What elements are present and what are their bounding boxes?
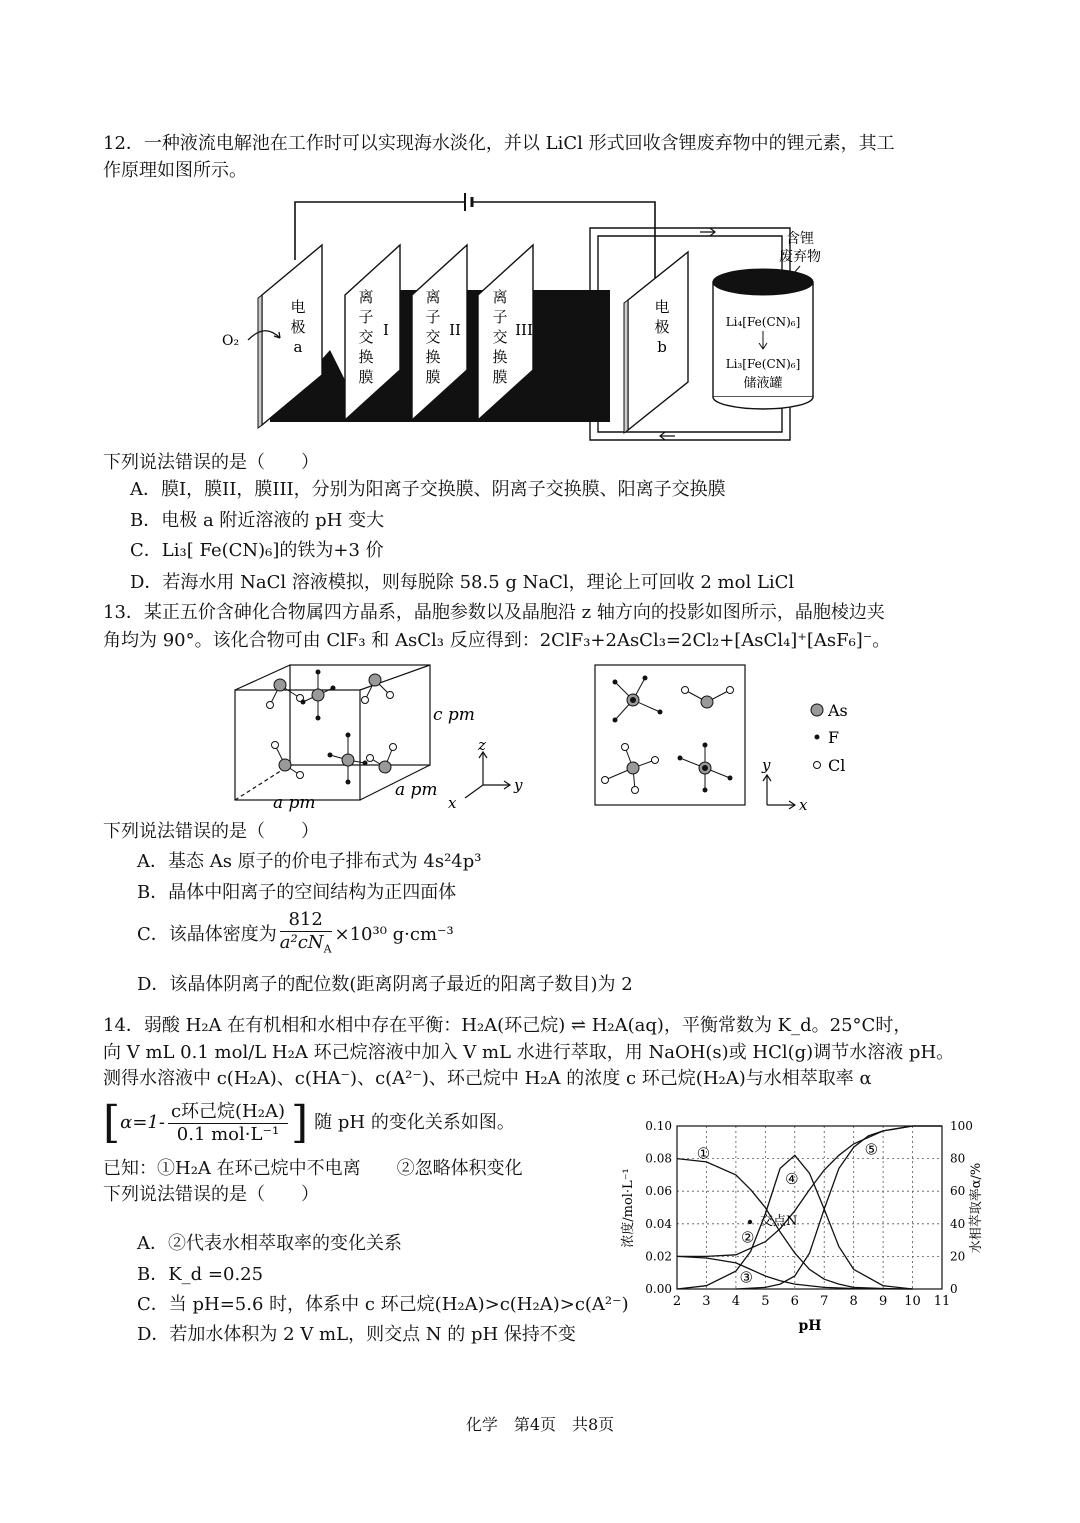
- chart-grid: [677, 1126, 942, 1289]
- chart-xlabel: pH: [798, 1318, 822, 1334]
- x-tick-label: 7: [820, 1294, 829, 1309]
- y-tick-label: 0.00: [645, 1282, 672, 1296]
- tank-bottom-formula: Li₃[Fe(CN)₆]: [725, 357, 801, 371]
- q13-option-c: [137, 910, 454, 960]
- q12-option-b: B．电极 a 附近溶液的 pH 变大: [130, 510, 385, 531]
- alpha-denominator: 0.1 mol·L⁻¹: [176, 1123, 280, 1145]
- q12-stem-line1: 12．一种液流电解池在工作时可以实现海水淡化，并以 LiCl 形式回收含锂废弃物中的锂元素，其工: [103, 133, 895, 154]
- membrane2-ch3: 交: [425, 328, 441, 346]
- q14-option-a: A．②代表水相萃取率的变化关系: [137, 1233, 402, 1254]
- alpha-suffix: 随 pH 的变化关系如图。: [314, 1112, 515, 1133]
- membrane1-ch5: 膜: [358, 368, 374, 386]
- membrane2-ch5: 膜: [425, 368, 441, 386]
- q13-option-b: B．晶体中阳离子的空间结构为正四面体: [137, 882, 457, 903]
- chart-series: [677, 1126, 942, 1289]
- density-numerator: 812: [280, 909, 332, 932]
- q13-option-a: A．基态 As 原子的价电子排布式为 4s²4p³: [137, 851, 482, 872]
- x-tick-label: 2: [672, 1294, 682, 1309]
- series-label: ①: [696, 1144, 711, 1163]
- membrane3-ch5: 膜: [492, 368, 508, 386]
- membrane3-ch1: 离: [492, 288, 508, 306]
- x-tick-label: 8: [849, 1294, 858, 1309]
- x-tick-label: 3: [702, 1294, 711, 1309]
- q13-option-c-suffix: ×10³⁰ g·cm⁻³: [334, 924, 454, 945]
- x-tick-label: 6: [790, 1294, 799, 1309]
- q13-option-d: D．该晶体阴离子的配位数(距离阴离子最近的阳离子数目)为 2: [137, 974, 633, 995]
- a-pm-label-1: a pm: [273, 793, 316, 813]
- q14-question: 下列说法错误的是（ ）: [103, 1184, 319, 1205]
- density-den-main: a²cN: [279, 932, 324, 954]
- axis-y-label: y: [514, 776, 523, 794]
- legend-as: As: [828, 701, 848, 720]
- legend-f: F: [828, 728, 840, 747]
- intersection-point: [748, 1220, 752, 1224]
- alpha-numerator: c环己烷(H₂A): [168, 1101, 288, 1124]
- y2-tick-label: 100: [950, 1119, 973, 1133]
- q12-stem-line2: 作原理如图所示。: [103, 160, 247, 181]
- tank-top-formula: Li₄[Fe(CN)₆]: [725, 315, 801, 329]
- electrode-b-ch2: 极: [654, 318, 670, 336]
- axis-x-label: x: [448, 794, 457, 812]
- electrolysis-figure: [200, 190, 850, 445]
- y2-tick-label: 60: [950, 1184, 966, 1199]
- x-tick-label: 4: [731, 1294, 741, 1309]
- waste-label-1: 含锂: [786, 231, 814, 247]
- alpha-fraction: [168, 1101, 288, 1146]
- q13-option-c-prefix: C．该晶体密度为: [137, 924, 277, 945]
- tank-label: 储液罐: [743, 376, 783, 391]
- membrane2-ch2: 子: [425, 308, 441, 326]
- density-denominator: [280, 932, 332, 961]
- q14-option-c: C．当 pH=5.6 时，体系中 c 环己烷(H₂A)>c(H₂A)>c(A²⁻): [137, 1294, 629, 1315]
- crystal-figure: [225, 660, 865, 820]
- a-pm-label-2: a pm: [395, 780, 438, 800]
- y-tick-label: 0.06: [645, 1184, 672, 1199]
- series-label: ④: [785, 1169, 799, 1188]
- q12-question: 下列说法错误的是（ ）: [103, 452, 319, 473]
- proj-x-label: x: [799, 796, 808, 814]
- q14-option-b: B．K_d =0.25: [137, 1264, 264, 1285]
- density-fraction: [280, 909, 332, 961]
- y-tick-label: 0.08: [645, 1151, 672, 1166]
- chart-ylabel: 浓度/mol·L⁻¹: [621, 1168, 636, 1248]
- x-tick-label: 9: [878, 1294, 888, 1309]
- q13-stem-line2: 角均为 90°。该化合物可由 ClF₃ 和 AsCl₃ 反应得到：2ClF₃+2AsCl₃=2Cl₂+[AsCl₄]⁺[AsF₆]⁻。: [103, 630, 891, 651]
- legend-cl: Cl: [828, 756, 846, 775]
- electrode-a-ch2: 极: [290, 318, 306, 336]
- membrane2-ch1: 离: [425, 288, 441, 306]
- axis-z-label: z: [478, 736, 486, 754]
- membrane2-num: II: [449, 321, 461, 339]
- membrane1-ch4: 换: [358, 348, 374, 366]
- y2-tick-label: 40: [950, 1216, 966, 1231]
- y2-tick-label: 20: [950, 1249, 966, 1264]
- electrode-b-ch3: b: [657, 338, 667, 356]
- q14-stem-line1: 14．弱酸 H₂A 在有机相和水相中存在平衡：H₂A(环己烷) ⇌ H₂A(aq)，平衡常数为 K_d。25°C时，: [103, 1015, 912, 1036]
- q14-known: 已知：①H₂A 在环己烷中不电离 ②忽略体积变化: [103, 1158, 523, 1179]
- x-tick-label: 11: [933, 1294, 951, 1309]
- chart-ticks: [645, 1119, 973, 1309]
- q13-question: 下列说法错误的是（ ）: [103, 821, 319, 842]
- membrane3-ch3: 交: [492, 328, 508, 346]
- electrode-b-ch1: 电: [654, 298, 670, 316]
- density-den-sub: A: [323, 942, 332, 956]
- q13-stem-line1: 13．某正五价含砷化合物属四方晶系，晶胞参数以及晶胞沿 z 轴方向的投影如图所示，晶胞棱边夹: [103, 602, 885, 623]
- chart-y2label: 水相萃取率α/%: [969, 1162, 984, 1254]
- membrane1-ch3: 交: [358, 328, 374, 346]
- membrane1-num: I: [383, 321, 389, 339]
- electrode-a-ch3: a: [293, 338, 303, 356]
- electrode-a-ch1: 电: [290, 298, 306, 316]
- y2-tick-label: 0: [950, 1282, 958, 1296]
- o2-label: O₂: [222, 333, 240, 349]
- chart-frame: [677, 1126, 942, 1289]
- series-label: ②: [740, 1228, 755, 1247]
- membrane3-num: III: [515, 321, 533, 339]
- membrane1-ch1: 离: [358, 288, 374, 306]
- series-label: ③: [739, 1268, 753, 1287]
- series-label: ⑤: [864, 1140, 879, 1159]
- c-pm-label: c pm: [433, 705, 475, 725]
- ph-chart: [610, 1118, 990, 1348]
- membrane1-ch2: 子: [358, 308, 374, 326]
- bracket-left-icon: [: [103, 1097, 121, 1148]
- q14-stem-line2: 向 V mL 0.1 mol/L H₂A 环己烷溶液中加入 V mL 水进行萃取，用 NaOH(s)或 HCl(g)调节水溶液 pH。: [103, 1042, 955, 1063]
- bracket-right-icon: ]: [291, 1097, 309, 1148]
- q14-stem-line3: 测得水溶液中 c(H₂A)、c(HA⁻)、c(A²⁻)、环己烷中 H₂A 的浓度 c 环己烷(H₂A)与水相萃取率 α: [103, 1068, 872, 1089]
- page-footer: 化学 第4页 共8页: [465, 1415, 615, 1434]
- q14-option-d: D．若加水体积为 2 V mL，则交点 N 的 pH 保持不变: [137, 1324, 576, 1345]
- chart-annotation: 交点N: [760, 1214, 798, 1229]
- membrane2-ch4: 换: [425, 348, 441, 366]
- q12-option-d: D．若海水用 NaCl 溶液模拟，则每脱除 58.5 g NaCl，理论上可回收 2 mol LiCl: [130, 572, 795, 593]
- q14-formula-line: [103, 1092, 515, 1154]
- x-tick-label: 5: [761, 1294, 770, 1309]
- y-tick-label: 0.02: [645, 1249, 672, 1264]
- proj-y-label: y: [762, 756, 771, 774]
- q12-option-a: A．膜I，膜II，膜III，分别为阳离子交换膜、阴离子交换膜、阳离子交换膜: [130, 479, 726, 500]
- y2-tick-label: 80: [950, 1151, 966, 1166]
- q12-option-c: C．Li₃[ Fe(CN)₆]的铁为+3 价: [130, 540, 384, 561]
- waste-label-2: 废弃物: [779, 249, 821, 265]
- membrane3-ch2: 子: [492, 308, 508, 326]
- y-tick-label: 0.04: [645, 1216, 672, 1231]
- x-tick-label: 10: [904, 1294, 921, 1309]
- y-tick-label: 0.10: [645, 1119, 672, 1133]
- alpha-prefix: α=1-: [120, 1112, 165, 1133]
- membrane3-ch4: 换: [492, 348, 508, 366]
